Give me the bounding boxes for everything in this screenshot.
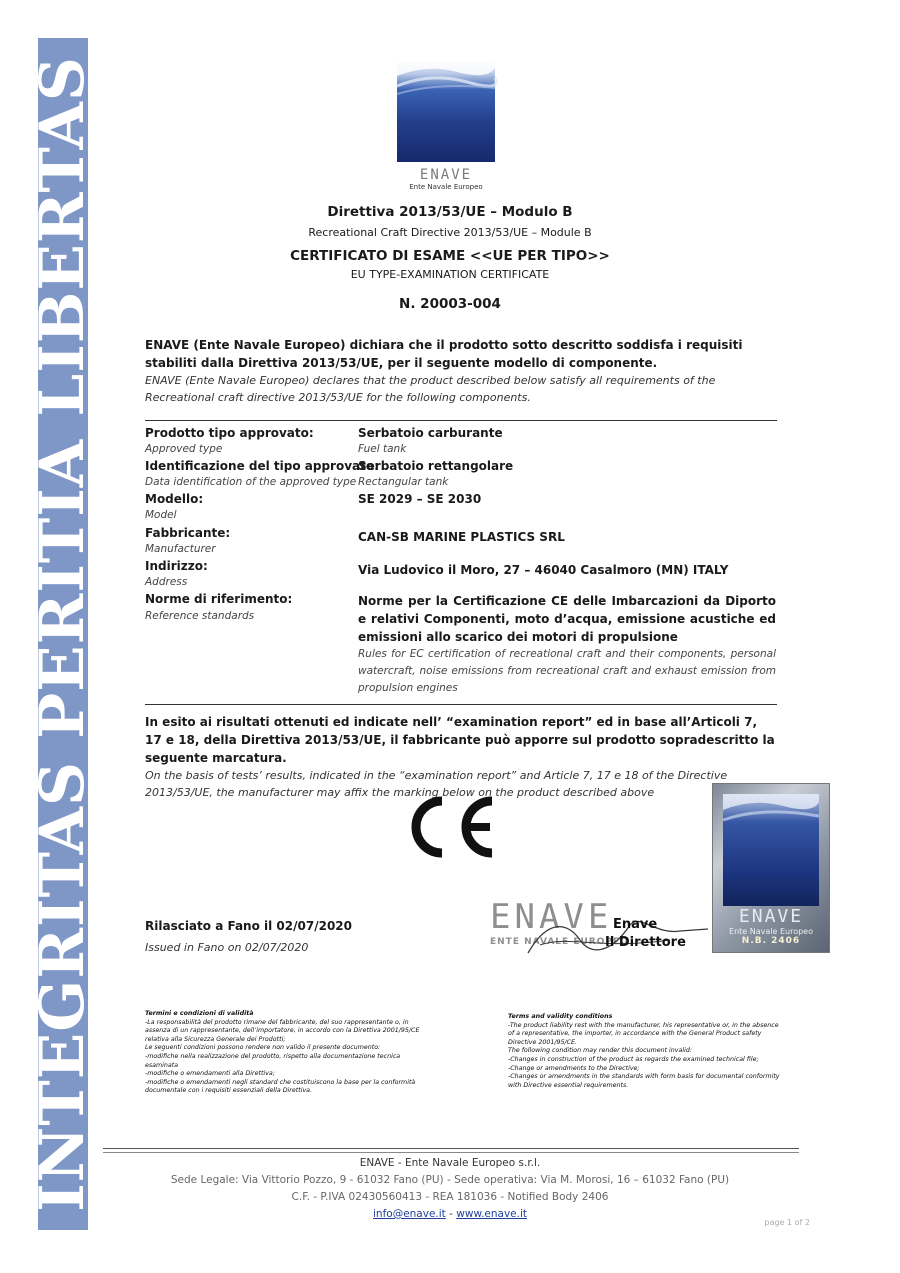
detail-label-en: Data identification of the approved type xyxy=(145,476,357,488)
terms-en xyxy=(508,1013,786,1090)
signature-scribble-icon xyxy=(480,895,710,965)
footer-rule-top xyxy=(103,1148,799,1149)
result-it: In esito ai risultati ottenuti ed indicate nell’ “examination report” ed in base all’Articoli 7, 17 e 18, della Direttiva 2013/53/UE, il fabbricante può apporre sul prodotto sopradescritto la seguente marcatura. xyxy=(145,715,775,765)
footer-email-link[interactable]: info@enave.it xyxy=(373,1208,446,1220)
detail-value-en: Rectangular tank xyxy=(358,476,449,488)
detail-value: CAN-SB MARINE PLASTICS SRL xyxy=(358,530,565,544)
footer-rule-bottom xyxy=(103,1152,799,1153)
signature-title: Il Direttore xyxy=(605,935,686,950)
enave-seal xyxy=(712,783,830,953)
logo-emblem xyxy=(397,62,495,162)
detail-label: Identificazione del tipo approvato: xyxy=(145,459,379,473)
terms-it-line: -modifiche nella realizzazione del prodotto, rispetto alla documentazione tecnica esaminata xyxy=(145,1052,401,1069)
enave-logo xyxy=(397,62,495,192)
certificate-number: N. 20003-004 xyxy=(399,296,501,312)
stamp-word: ENAVE xyxy=(490,897,613,937)
standards-label: Norme di riferimento: xyxy=(145,592,293,606)
logo-subtitle: Ente Navale Europeo xyxy=(409,183,483,191)
page-number: page 1 of 2 xyxy=(764,1218,810,1227)
footer-company: ENAVE - Ente Navale Europeo s.r.l. xyxy=(359,1157,541,1169)
sidebar-motto: INTEGRITAS PERITIA LIBERTAS xyxy=(27,56,98,1212)
seal-subtitle: Ente Navale Europeo xyxy=(729,927,813,936)
wave-icon xyxy=(397,62,495,162)
issue-date-en: Issued in Fano on 02/07/2020 xyxy=(145,941,309,954)
footer xyxy=(100,1155,800,1223)
director-stamp xyxy=(480,895,710,965)
detail-label-en: Model xyxy=(145,509,177,521)
divider-bottom xyxy=(145,704,777,705)
detail-label-en: Address xyxy=(145,576,188,588)
divider-top xyxy=(145,420,777,421)
seal-emblem xyxy=(723,794,819,906)
logo-word: ENAVE xyxy=(419,167,473,183)
seal-notified-body: N.B. 2406 xyxy=(741,936,801,946)
seal-wave-icon xyxy=(723,794,819,906)
detail-value: Serbatoio rettangolare xyxy=(358,459,514,473)
detail-label: Fabbricante: xyxy=(145,526,231,540)
standards-value-en: Rules for EC certification of recreational craft and their components, personal watercraft, noise emissions from recreational craft and exhaust emission from propulsion engines xyxy=(358,648,776,694)
signature-org: Enave xyxy=(613,917,658,932)
declaration-it: ENAVE (Ente Navale Europeo) dichiara che il prodotto sotto descritto soddisfa i requisiti stabiliti dalla Direttiva 2013/53/UE, per il seguente modello di componente. xyxy=(145,338,743,370)
footer-website-link[interactable]: www.enave.it xyxy=(456,1208,527,1220)
terms-en-line: -The product liability rest with the manufacturer, his representative or, in the absence of a representative, the importer, in accordance with the General Product safety Directive 2001/95/CE. xyxy=(508,1021,779,1046)
terms-en-line: -Change or amendments to the Directive; xyxy=(508,1064,640,1072)
terms-it-title: Termini e condizioni di validità xyxy=(145,1010,254,1017)
detail-value: Via Ludovico il Moro, 27 – 46040 Casalmoro (MN) ITALY xyxy=(358,563,729,577)
footer-fiscal: C.F. - P.IVA 02430560413 - REA 181036 - Notified Body 2406 xyxy=(291,1191,609,1203)
terms-it-line: -La responsabilità del prodotto rimane del fabbricante, del suo rappresentante o, in assenza di un rappresentante, dell’importatore, in accordo con la Direttiva 2001/95/CE relativa alla Sicurezza Generale dei Prodotti; xyxy=(145,1018,420,1043)
issue-block xyxy=(145,917,445,956)
declaration-en: ENAVE (Ente Navale Europeo) declares that the product described below satisfy all requirements of the Recreational craft directive 2013/53/UE for the following components. xyxy=(145,374,716,404)
issue-date: Rilasciato a Fano il 02/07/2020 xyxy=(145,919,352,933)
result-block xyxy=(145,713,775,801)
detail-label: Indirizzo: xyxy=(145,559,208,573)
sidebar-motto-band xyxy=(27,38,98,1230)
detail-label: Modello: xyxy=(145,492,204,506)
detail-value: SE 2029 – SE 2030 xyxy=(358,492,482,506)
footer-address: Sede Legale: Via Vittorio Pozzo, 9 - 61032 Fano (PU) - Sede operativa: Via M. Morosi, 16 – 61032 Fano (PU) xyxy=(170,1174,730,1186)
terms-en-line: The following condition may render this document invalid: xyxy=(508,1047,692,1055)
standards-label-en: Reference standards xyxy=(145,610,255,622)
stamp-sub: ENTE NAVALE EUROPEO xyxy=(490,937,629,947)
directive-title-en: Recreational Craft Directive 2013/53/UE – Module B xyxy=(308,226,592,239)
terms-it-line: -modifiche o emendamenti alla Direttiva; xyxy=(145,1070,275,1078)
footer-separator: - xyxy=(445,1208,457,1220)
detail-label: Prodotto tipo approvato: xyxy=(145,426,314,440)
detail-value: Serbatoio carburante xyxy=(358,426,503,440)
terms-en-line: -Changes in construction of the product as regards the examined technical file; xyxy=(508,1055,759,1063)
detail-label-en: Approved type xyxy=(145,443,223,455)
detail-label-en: Manufacturer xyxy=(145,543,216,555)
terms-en-line: -Changes or amendments in the standards with form basis for documental conformity with Directive essential requirements. xyxy=(508,1073,780,1089)
directive-title: Direttiva 2013/53/UE – Modulo B xyxy=(327,204,573,220)
certificate-title-en: EU TYPE-EXAMINATION CERTIFICATE xyxy=(350,268,550,281)
result-en: On the basis of tests’ results, indicated in the “examination report” and Article 7, 17 e 18 of the Directive 2013/53/UE, the manufacturer may affix the marking below on the product described above xyxy=(145,769,728,799)
seal-word: ENAVE xyxy=(738,906,804,927)
certificate-title: CERTIFICATO DI ESAME <<UE PER TIPO>> xyxy=(290,248,610,264)
detail-value-en: Fuel tank xyxy=(358,443,407,455)
declaration-block xyxy=(145,336,775,406)
terms-it-line: -modifiche o emendamenti negli standard che costituiscono la base per la conformità documentale con i requisiti essenziali della Direttiva. xyxy=(145,1078,416,1095)
ce-mark-icon xyxy=(398,795,498,859)
terms-en-title: Terms and validity conditions xyxy=(508,1013,613,1020)
standards-value: Norme per la Certificazione CE delle Imbarcazioni da Diporto e relativi Componenti, moto d’acqua, emissione acustiche ed emissioni allo scarico dei motori di propulsione xyxy=(358,594,776,644)
terms-it xyxy=(145,1010,425,1096)
terms-it-line: Le seguenti condizioni possono rendere non valido il presente documento: xyxy=(145,1044,381,1052)
standards-value-block xyxy=(358,592,776,697)
